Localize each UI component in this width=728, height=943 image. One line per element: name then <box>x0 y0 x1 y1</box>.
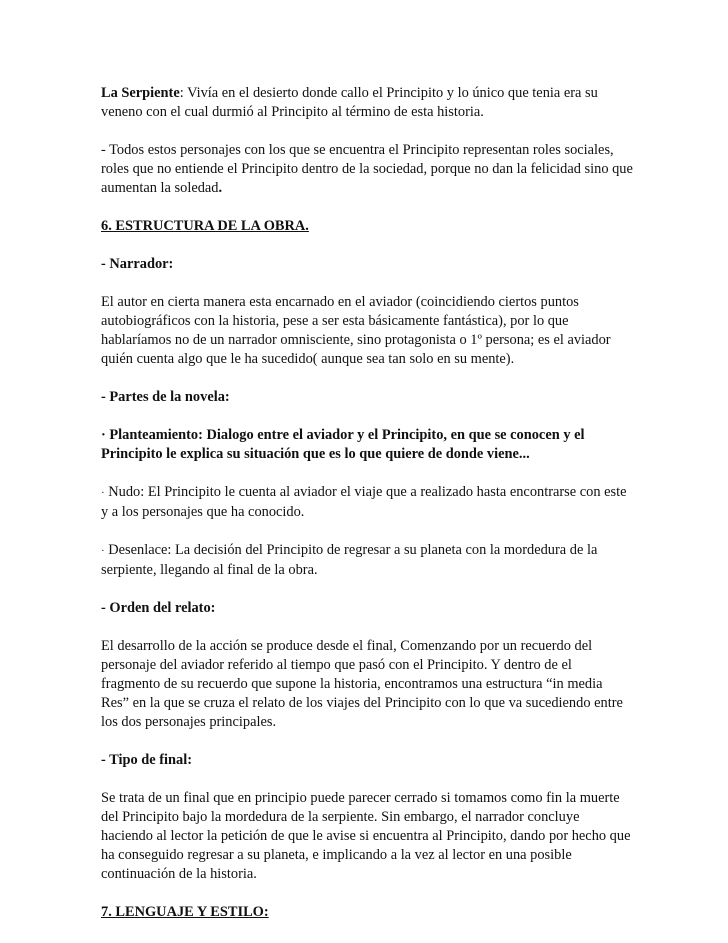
narrador-heading <box>101 255 633 274</box>
narrador-heading-text: - Narrador: <box>101 256 174 272</box>
section-heading-7: 7. LENGUAJE Y ESTILO: <box>101 904 269 920</box>
desenlace-bullet: · <box>101 545 105 557</box>
final-heading-text: - Tipo de final: <box>101 752 193 768</box>
partes-heading-text: - Partes de la novela: <box>101 389 230 405</box>
desenlace-paragraph <box>101 541 633 580</box>
orden-heading-text: - Orden del relato: <box>101 600 216 616</box>
orden-paragraph: El desarrollo de la acción se produce desde el final, Comenzando por un recuerdo del personaje del aviador referido al tiempo que pasó con el Principito. Y dentro de el fragmento de su recuerdo que supone la historia, encontramos una estructura “in media Res” en la que se cruza el relato de los viajes del Principito con lo que va sucediendo entre los dos personajes principales. <box>101 638 623 730</box>
document-body <box>101 84 633 941</box>
nudo-paragraph <box>101 483 633 522</box>
nudo-text: Nudo: El Principito le cuenta al aviador el viaje que a realizado hasta encontrarse con este y a los personajes que ha conocido. <box>101 484 627 520</box>
serpiente-label: La Serpiente <box>101 85 180 101</box>
personajes-end: . <box>218 180 223 196</box>
serpiente-text: : Vivía en el desierto donde callo el Principito y lo único que tenia era su veneno con el cual durmió al Principito al término de esta historia. <box>101 85 598 120</box>
planteamiento-paragraph <box>101 426 633 464</box>
paragraph-serpiente <box>101 84 633 122</box>
paragraph-personajes <box>101 141 633 198</box>
partes-heading <box>101 388 633 407</box>
desenlace-text: Desenlace: La decisión del Principito de regresar a su planeta con la mordedura de la serpiente, llegando al final de la obra. <box>101 542 598 578</box>
section-heading-6: 6. ESTRUCTURA DE LA OBRA. <box>101 218 309 234</box>
final-heading <box>101 751 633 770</box>
planteamiento-text: · Planteamiento: Dialogo entre el aviador y el Principito, en que se conocen y el Principito le explica su situación que es lo que quiere de donde viene... <box>101 427 585 462</box>
personajes-text: - Todos estos personajes con los que se encuentra el Principito representan roles sociales, roles que no entiende el Principito dentro de la sociedad, porque no dan la felicidad sino que aumentan la soledad <box>101 142 633 196</box>
final-paragraph: Se trata de un final que en principio puede parecer cerrado si tomamos como fin la muerte del Principito bajo la mordedura de la serpiente. Sin embargo, el narrador concluye haciendo al lector la petición de que le avise si encuentra al Principito, dando por hecho que ha conseguido regresar a su planeta, e implicando a la vez al lector en una posible continuación de la historia. <box>101 790 631 882</box>
narrador-paragraph: El autor en cierta manera esta encarnado en el aviador (coincidiendo ciertos puntos autobiográficos con la historia, pese a ser esta básicamente fantástica), por lo que hablaríamos no de un narrador omnisciente, sino protagonista o 1º persona; es el aviador quién cuenta algo que le ha sucedido( aunque sea tan solo en su mente). <box>101 294 611 367</box>
orden-heading <box>101 599 633 618</box>
nudo-bullet: · <box>101 487 105 499</box>
